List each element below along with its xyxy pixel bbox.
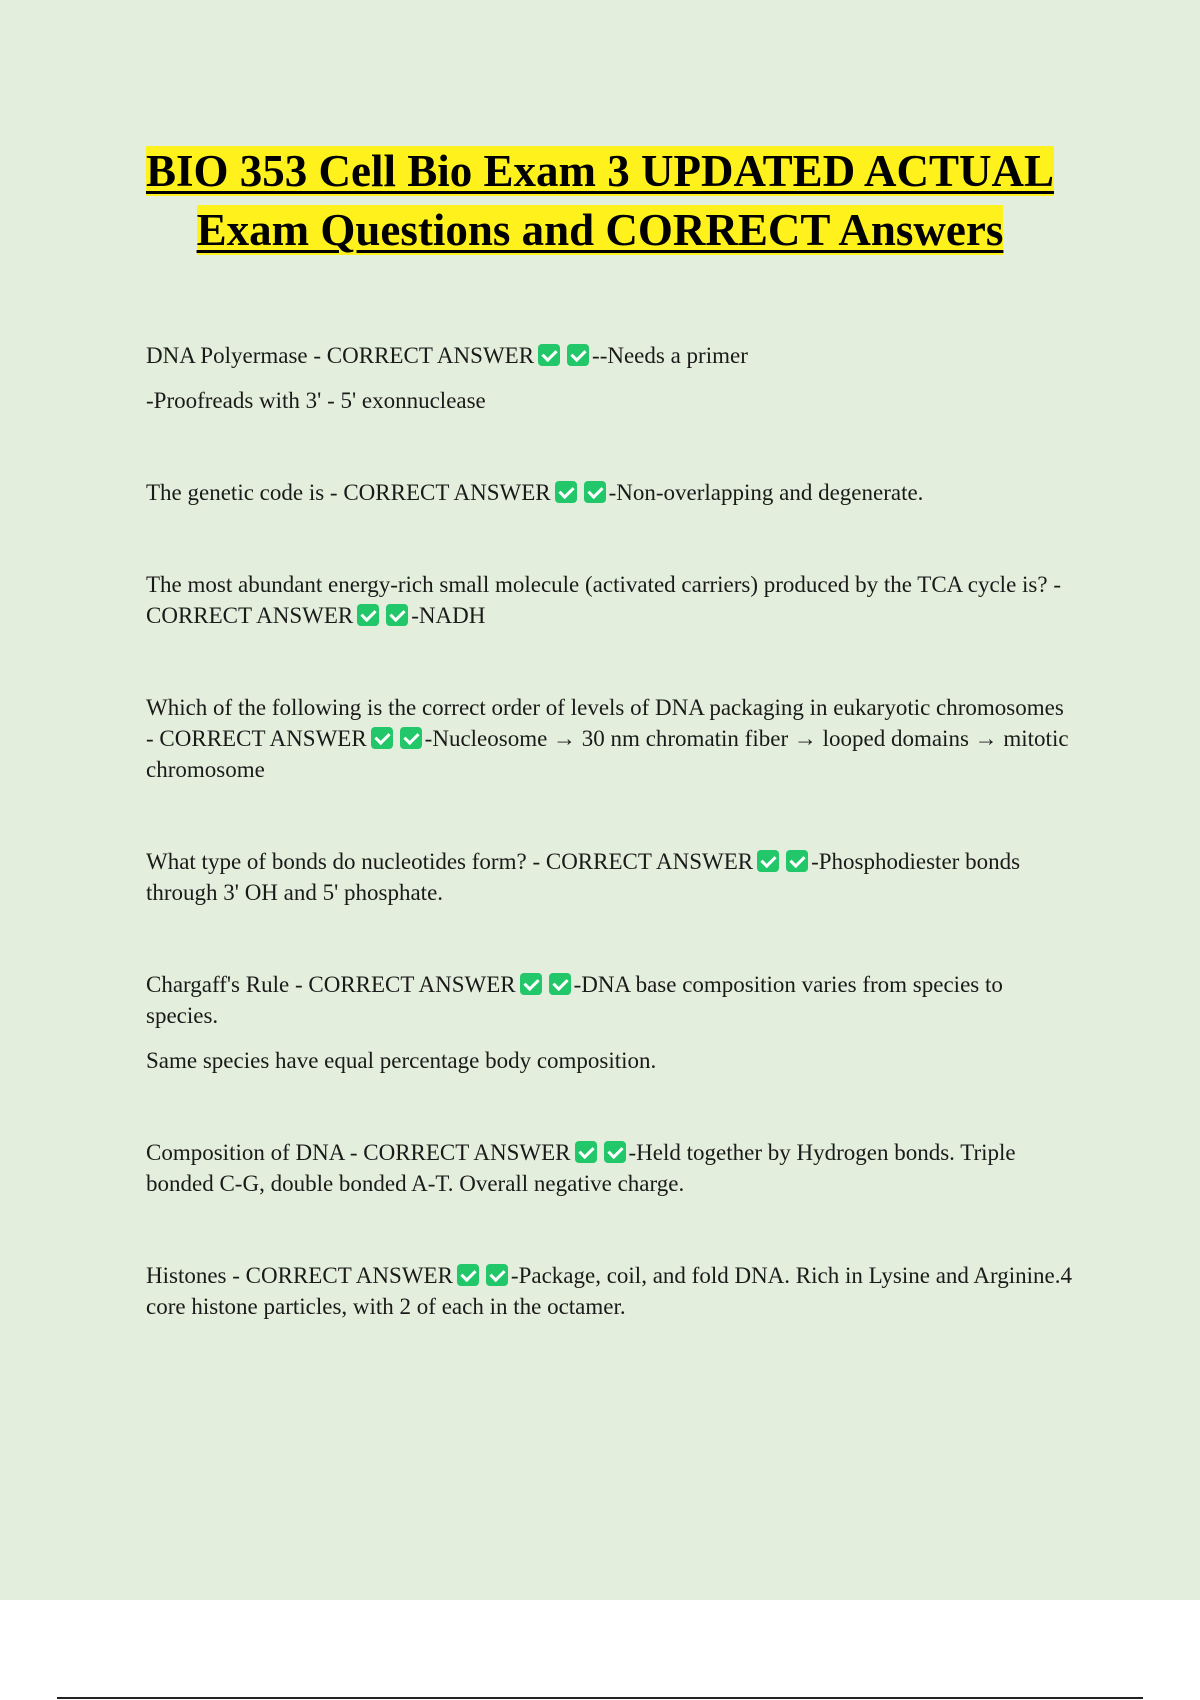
correct-answer-label: CORRECT ANSWER <box>326 343 535 368</box>
check-mark-icon <box>357 604 379 626</box>
answer-text: -Nucleosome → 30 nm chromatin fiber → looped domains → mitotic chromosome <box>146 726 1069 782</box>
question-line: The most abundant energy-rich small molecule (activated carriers) produced by the TCA cycle is? - CORRECT ANSWER -NADH <box>146 572 1061 628</box>
question-text: What type of bonds do nucleotides form? <box>146 849 527 874</box>
question-line: The genetic code is - CORRECT ANSWER -Non-overlapping and degenerate. <box>146 480 924 505</box>
question-line: DNA Polyermase - CORRECT ANSWER --Needs a primer <box>146 343 748 368</box>
question-line: Histones - CORRECT ANSWER -Package, coil, and fold DNA. Rich in Lysine and Arginine.4 core histone particles, with 2 of each in the octamer. <box>146 1263 1072 1319</box>
check-mark-icon <box>457 1264 479 1286</box>
check-mark-icon <box>567 344 589 366</box>
document-title <box>110 142 1090 260</box>
question-item <box>146 477 1076 508</box>
question-line: Chargaff's Rule - CORRECT ANSWER -DNA base composition varies from species to species. <box>146 972 1003 1028</box>
check-mark-icon <box>486 1264 508 1286</box>
answer-text: -Phosphodiester bonds through 3' OH and 5' phosphate. <box>146 849 1021 905</box>
question-item <box>146 692 1076 785</box>
answer-text: -Non-overlapping and degenerate. <box>608 480 924 505</box>
page-divider <box>57 1697 1143 1699</box>
check-mark-icon <box>400 727 422 749</box>
answer-text: -DNA base composition varies from species to species. <box>146 972 1003 1028</box>
correct-answer-label: CORRECT ANSWER <box>343 480 551 505</box>
correct-answer-label: CORRECT ANSWER <box>545 849 754 874</box>
check-mark-icon <box>555 481 577 503</box>
question-line: What type of bonds do nucleotides form? - CORRECT ANSWER -Phosphodiester bonds through 3' OH and 5' phosphate. <box>146 849 1021 905</box>
check-mark-icon <box>786 850 808 872</box>
question-item <box>146 1137 1076 1199</box>
answer-text: --Needs a primer <box>592 343 748 368</box>
check-mark-icon <box>538 344 560 366</box>
check-mark-icon <box>371 727 393 749</box>
answer-extra-text: Same species have equal percentage body composition. <box>146 1048 657 1073</box>
check-mark-icon <box>575 1141 597 1163</box>
question-text: Chargaff's Rule <box>146 972 290 997</box>
question-item <box>146 1260 1076 1322</box>
correct-answer-label: CORRECT ANSWER <box>146 603 354 628</box>
question-text: The genetic code is <box>146 480 325 505</box>
check-mark-icon <box>604 1141 626 1163</box>
question-text: DNA Polyermase <box>146 343 308 368</box>
question-item <box>146 969 1076 1076</box>
question-list <box>146 340 1076 1383</box>
question-line: Which of the following is the correct order of levels of DNA packaging in eukaryotic chromosomes - CORRECT ANSWER -Nucleosome → 30 nm chromatin fiber → looped domains → mitotic chromosome <box>146 695 1069 782</box>
answer-extra-text: -Proofreads with 3' - 5' exonnuclease <box>146 388 486 413</box>
correct-answer-label: CORRECT ANSWER <box>363 1140 571 1165</box>
document-title-text: BIO 353 Cell Bio Exam 3 UPDATED ACTUAL Exam Questions and CORRECT Answers <box>146 146 1054 255</box>
question-item <box>146 569 1076 631</box>
question-text: The most abundant energy-rich small molecule (activated carriers) produced by the TCA cycle is? <box>146 572 1048 597</box>
correct-answer-label: CORRECT ANSWER <box>245 1263 453 1288</box>
check-mark-icon <box>549 973 571 995</box>
answer-text: -Held together by Hydrogen bonds. Triple bonded C-G, double bonded A-T. Overall negative charge. <box>146 1140 1016 1196</box>
question-item <box>146 340 1076 416</box>
check-mark-icon <box>386 604 408 626</box>
question-item <box>146 846 1076 908</box>
question-text: Histones <box>146 1263 227 1288</box>
question-line: Composition of DNA - CORRECT ANSWER -Held together by Hydrogen bonds. Triple bonded C-G, double bonded A-T. Overall negative charge. <box>146 1140 1016 1196</box>
answer-text: -NADH <box>411 603 486 628</box>
question-text: Which of the following is the correct order of levels of DNA packaging in eukaryotic chromosomes <box>146 695 1064 720</box>
correct-answer-label: CORRECT ANSWER <box>159 726 367 751</box>
check-mark-icon <box>520 973 542 995</box>
question-text: Composition of DNA <box>146 1140 345 1165</box>
check-mark-icon <box>757 850 779 872</box>
correct-answer-label: CORRECT ANSWER <box>308 972 516 997</box>
check-mark-icon <box>584 481 606 503</box>
answer-text: -Package, coil, and fold DNA. Rich in Lysine and Arginine.4 core histone particles, with 2 of each in the octamer. <box>146 1263 1072 1319</box>
